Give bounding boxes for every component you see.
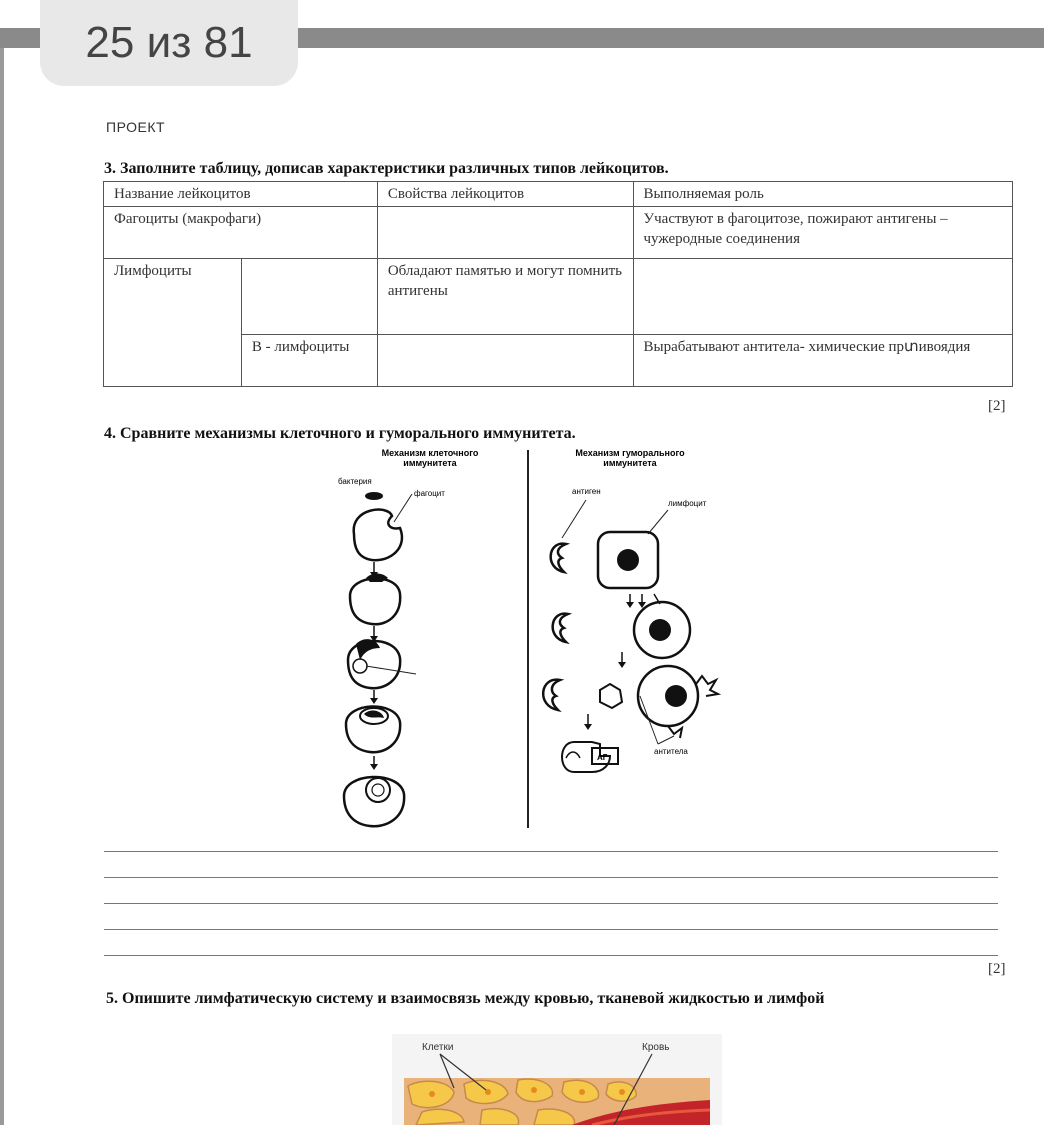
bacteria-shape xyxy=(365,492,383,500)
project-label: ПРОЕКТ xyxy=(106,119,166,135)
cell-phagocytes-role: Участвуют в фагоцитозе, пожирают антигены – чужеродные соединения xyxy=(633,207,1013,259)
answer-line[interactable] xyxy=(104,877,998,878)
label-phagocyte: фагоцит xyxy=(414,489,445,498)
cell-lymph-sub1-role[interactable] xyxy=(633,259,1013,335)
task4-mark: [2] xyxy=(988,961,1006,977)
answer-line[interactable] xyxy=(104,955,998,956)
right-title-line2: иммунитета xyxy=(603,458,657,468)
table-row xyxy=(104,259,1013,335)
cell-lymph-sub1-props: Обладают памятью и могут помнить антигены xyxy=(377,259,633,335)
phagocyte-stage-2 xyxy=(350,578,400,624)
immunity-diagram xyxy=(330,444,760,834)
counter-total: 81 xyxy=(203,18,253,67)
task5-heading: 5. Опишите лимфатическую систему и взаимосвязь между кровью, тканевой жидкостью и лимфой xyxy=(106,990,825,1007)
cell-phagocytes-name: Фагоциты (макрофаги) xyxy=(104,207,378,259)
table-header-row xyxy=(104,182,1013,207)
cell-phagocytes-props[interactable] xyxy=(377,207,633,259)
counter-separator: из xyxy=(146,18,192,67)
cell-lymph-sub2-role: Вырабатывают антитела- химические прտивоядия xyxy=(633,335,1013,387)
task4-heading: 4. Сравните механизмы клеточного и гуморального иммунитета. xyxy=(104,425,576,442)
header-props: Свойства лейкоцитов xyxy=(377,182,633,207)
answer-line[interactable] xyxy=(104,929,998,930)
page-counter xyxy=(40,0,298,86)
label-bacteria: бактерия xyxy=(338,477,372,486)
header-role: Выполняемая роль xyxy=(633,182,1013,207)
leukocyte-table xyxy=(103,181,1013,387)
counter-current: 25 xyxy=(85,18,135,67)
label-blood: Кровь xyxy=(642,1042,670,1053)
cell-lymph-sub1-name[interactable] xyxy=(241,259,377,335)
cell-lymph-sub2-name: В - лимфоциты xyxy=(241,335,377,387)
task3-heading: 3. Заполните таблицу, дописав характеристики различных типов лейкоцитов. xyxy=(104,160,669,177)
table-row xyxy=(104,207,1013,259)
label-ag: АГ xyxy=(597,753,608,762)
left-title-line2: иммунитета xyxy=(403,458,457,468)
task3-mark: [2] xyxy=(988,398,1006,414)
phagocyte-stage-1 xyxy=(354,510,402,561)
cell-lymph-sub2-props[interactable] xyxy=(377,335,633,387)
lymph-illustration xyxy=(392,1034,722,1125)
label-lymphocyte: лимфоцит xyxy=(668,499,707,508)
answer-line[interactable] xyxy=(104,903,998,904)
free-antibody xyxy=(600,684,622,708)
left-title-line1: Механизм клеточного xyxy=(381,448,479,458)
header-name: Название лейкоцитов xyxy=(104,182,378,207)
label-cells: Клетки xyxy=(422,1042,454,1053)
label-antibodies: антитела xyxy=(654,747,688,756)
cell-lymphocytes-name: Лимфоциты xyxy=(104,259,242,387)
viewer-left-edge xyxy=(0,48,4,1125)
answer-line[interactable] xyxy=(104,851,998,852)
antigen-shapes xyxy=(543,544,568,710)
right-title-line1: Механизм гуморального xyxy=(575,448,685,458)
label-antigen: антиген xyxy=(572,487,601,496)
